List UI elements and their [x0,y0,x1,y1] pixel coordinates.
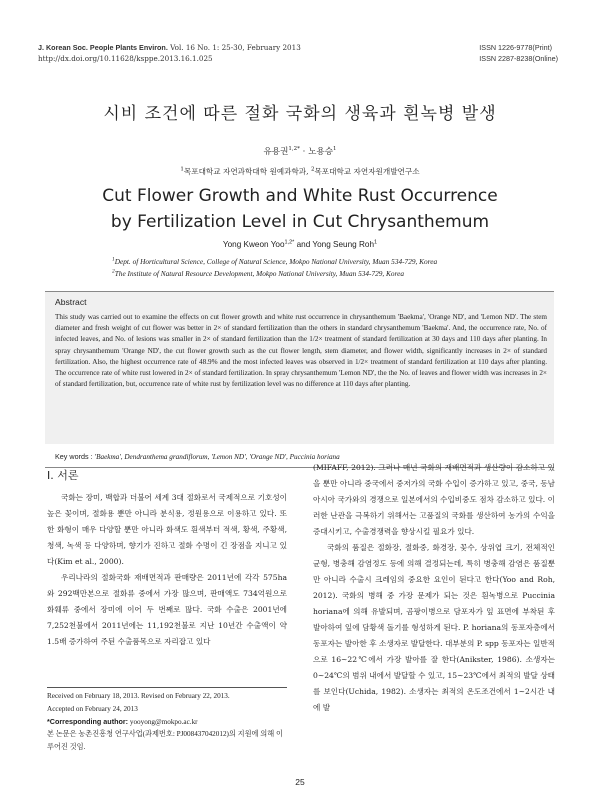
intro-paragraph-1: 국화는 장미, 백합과 더불어 세계 3대 절화로서 국제적으로 기호성이 높은 꽃이며, 절화용 뿐만 아니라 분식용, 정원용으로 이용하고 있다. 또한 화형이 매우 다양할 뿐만 아니라 화색도 흰색부터 적색, 황색, 주황색, 청색, 녹색 등 다양하며, 향기가 진하고 절화 수명이 긴 장점을 지니고 있다(Kim et al., 2000). [47,493,287,566]
footnote-divider [47,687,287,688]
issn-print: ISSN 1226-9778(Print) [479,43,552,52]
author1-ko-sup: 1,2* [288,146,300,153]
author-and-en: and [294,240,313,249]
author2-en: Yong Seung Roh [312,240,375,249]
intro-paragraph-4: 국화의 품질은 절화장, 절화중, 화경장, 꽃수, 상위엽 크기, 전체적인 균형, 병충해 감염정도 등에 의해 결정되는데, 특히 병충해 감염은 품질뿐만 아니라 수출시 크레임의 중요한 요인이 된다고 한다(Yoo and Roh, 2012). 국화의 병해 중 가장 문제가 되는 것은 흰녹병으로 Puccinia horiana에 의해 유발되며, 곰팡이병으로 담포자가 잎 표면에 부착된 후 발아하여 잎에 담황색 돌기를 형성하게 된다. P. horiana의 동포자층에서 동포자는 발아한 후 소생자로 발달한다. 대부분의 P. spp 동포자는 일반적으로 16~22℃에서 가장 발아를 잘 한다(Anikster, 1986). 소생자는 0~24℃의 범위 내에서 발달할 수 있고, 15~23℃에서 최적의 발달 상태를 보인다(Uchida, 1982). 소생자는 최적의 온도조건에서 1~2시간 내에 발 [313,543,555,712]
author1-ko: 유용권 [263,147,289,157]
funding-note: 본 논문은 농촌진흥청 연구사업(과제번호: PJ008437042012)의 지원에 의해 이루어진 것임. [47,730,283,752]
aff1-en: Dept. of Horticultural Science, College of Natural Science, Mokpo National University, Muan 534-729, Korea [114,257,438,266]
page-number: 25 [295,777,305,787]
received-date: Received on February 18, 2013. Revised on February 22, 2013. [47,692,230,700]
abstract-box [45,291,554,444]
authors-english [0,240,600,249]
footnotes [47,690,287,754]
intro-paragraph-3: (MIFAFF, 2012). 그러나 매년 국화의 재배면적과 생산량이 감소하고 있을 뿐만 아니라 중국에서 중저가의 국화 수입이 증가하고 있고, 중국, 동남아시아 국가와의 경쟁으로 일본에서의 수입비중도 점차 감소하고 있다. 이러한 난관을 극복하기 위해서는 고품질의 국화를 생산하여 농가의 수익을 증대시키고, 수출경쟁력을 향상시킬 필요가 있다. [313,463,555,536]
title-korean: 시비 조건에 따른 절화 국화의 생육과 흰녹병 발생 [103,104,497,124]
corresponding-label: *Corresponding author: [47,716,129,726]
title-en-line2: by Fertilization Level in Cut Chrysanthemum [110,212,490,232]
corresponding-email[interactable]: yooyong@mokpo.ac.kr [128,717,198,726]
intro-paragraph-2: 우리나라의 절화국화 재배면적과 판매량은 2011년에 각각 575ha와 292백만본으로 절화류 중에서 가장 많으며, 판매액도 734억원으로 화훼류 중에서 장미에 이어 두 번째로 많다. 국화 수출은 2001년에 7,252천불에서 2011년에는 11,192천불로 지난 10년간 수출액이 약 1.5배 증가하여 주된 수출품목으로 자리잡고 있다 [47,573,287,646]
authors-korean [0,145,600,157]
keywords-label: Key words : [55,452,95,461]
author2-ko: 노용승 [308,147,333,157]
title-en-line1: Cut Flower Growth and White Rust Occurrence [102,186,498,206]
author2-en-sup: 1 [374,239,378,246]
abstract-text: This study was carried out to examine the effects on cut flower growth and white rust occurrence in chrysanthemum 'Baekma', 'Orange ND', and 'Lemon ND'. The stem diameter and fresh weight of cut flower was better in 2× of standard fertilization than the others in standard chrysanthemum 'Baekma'. And, the occurrence rate, No. of infected leaves, and No. of lesions was smaller in 2× of standard fertilization than the 1/2× treatment of standard fertilization at 30 days and 110 days after planting. In spray chrysanthemum 'Orange ND', the cut flower growth such as the cut flower length, stem diameter, and flower width, significantly increases in 2× of standard fertilization. Also, the highest occurrence rate of 48.9% and the most infected leaves was observed in 1/2× treatment of standard fertilization at 110 days after planting. The occurrence rate of white rust lowered in 2× of standard fertilization. In spray chrysanthemum 'Lemon ND', the the No. of leaves and flower width was increases in 2× of standard fertilization, but, occurrence rate of white rust by fertilization level was no difference at 110 days after planting. [55,313,547,389]
aff1-en-sup: 1 [112,256,115,263]
accepted-date: Accepted on February 24, 2013 [47,704,138,713]
doi-link[interactable]: http://dx.doi.org/10.11628/ksppe.2013.16.1.025 [38,54,213,63]
issn-block [479,42,558,64]
aff2-en: The Institute of Natural Resource Development, Mokpo National University, Muan 534-729, Korea [114,269,405,278]
author1-en-sup: 1,2* [284,239,295,246]
body-right-column [313,460,555,716]
issn-online: ISSN 2287-8238(Online) [479,54,558,63]
section-heading-intro: Ⅰ. 서론 [47,469,79,482]
abstract-heading: Abstract [55,297,87,307]
aff2-en-sup: 2 [112,268,115,275]
author2-ko-sup: 1 [333,146,337,153]
aff1-ko: 목포대학교 자연과학대학 원예과학과, [183,167,311,176]
affiliations-english [112,256,437,280]
author1-en: Yong Kweon Yoo [222,240,285,249]
body-left-column [47,490,287,650]
journal-header [38,42,301,64]
author-sep-ko: · [299,147,309,157]
aff1-ko-sup: 1 [180,166,184,173]
keywords-list: 'Baekma', Dendranthema grandiflorum, 'Lemon ND', 'Orange ND', Puccinia horiana [94,453,340,461]
aff2-ko: 목포대학교 자연자원개발연구소 [314,167,420,176]
affiliations-korean [0,166,600,177]
journal-name: J. Korean Soc. People Plants Environ. [38,43,168,52]
aff2-ko-sup: 2 [310,166,315,173]
volume-info: Vol. 16 No. 1: 25-30, February 2013 [170,43,301,52]
title-english [0,183,600,235]
